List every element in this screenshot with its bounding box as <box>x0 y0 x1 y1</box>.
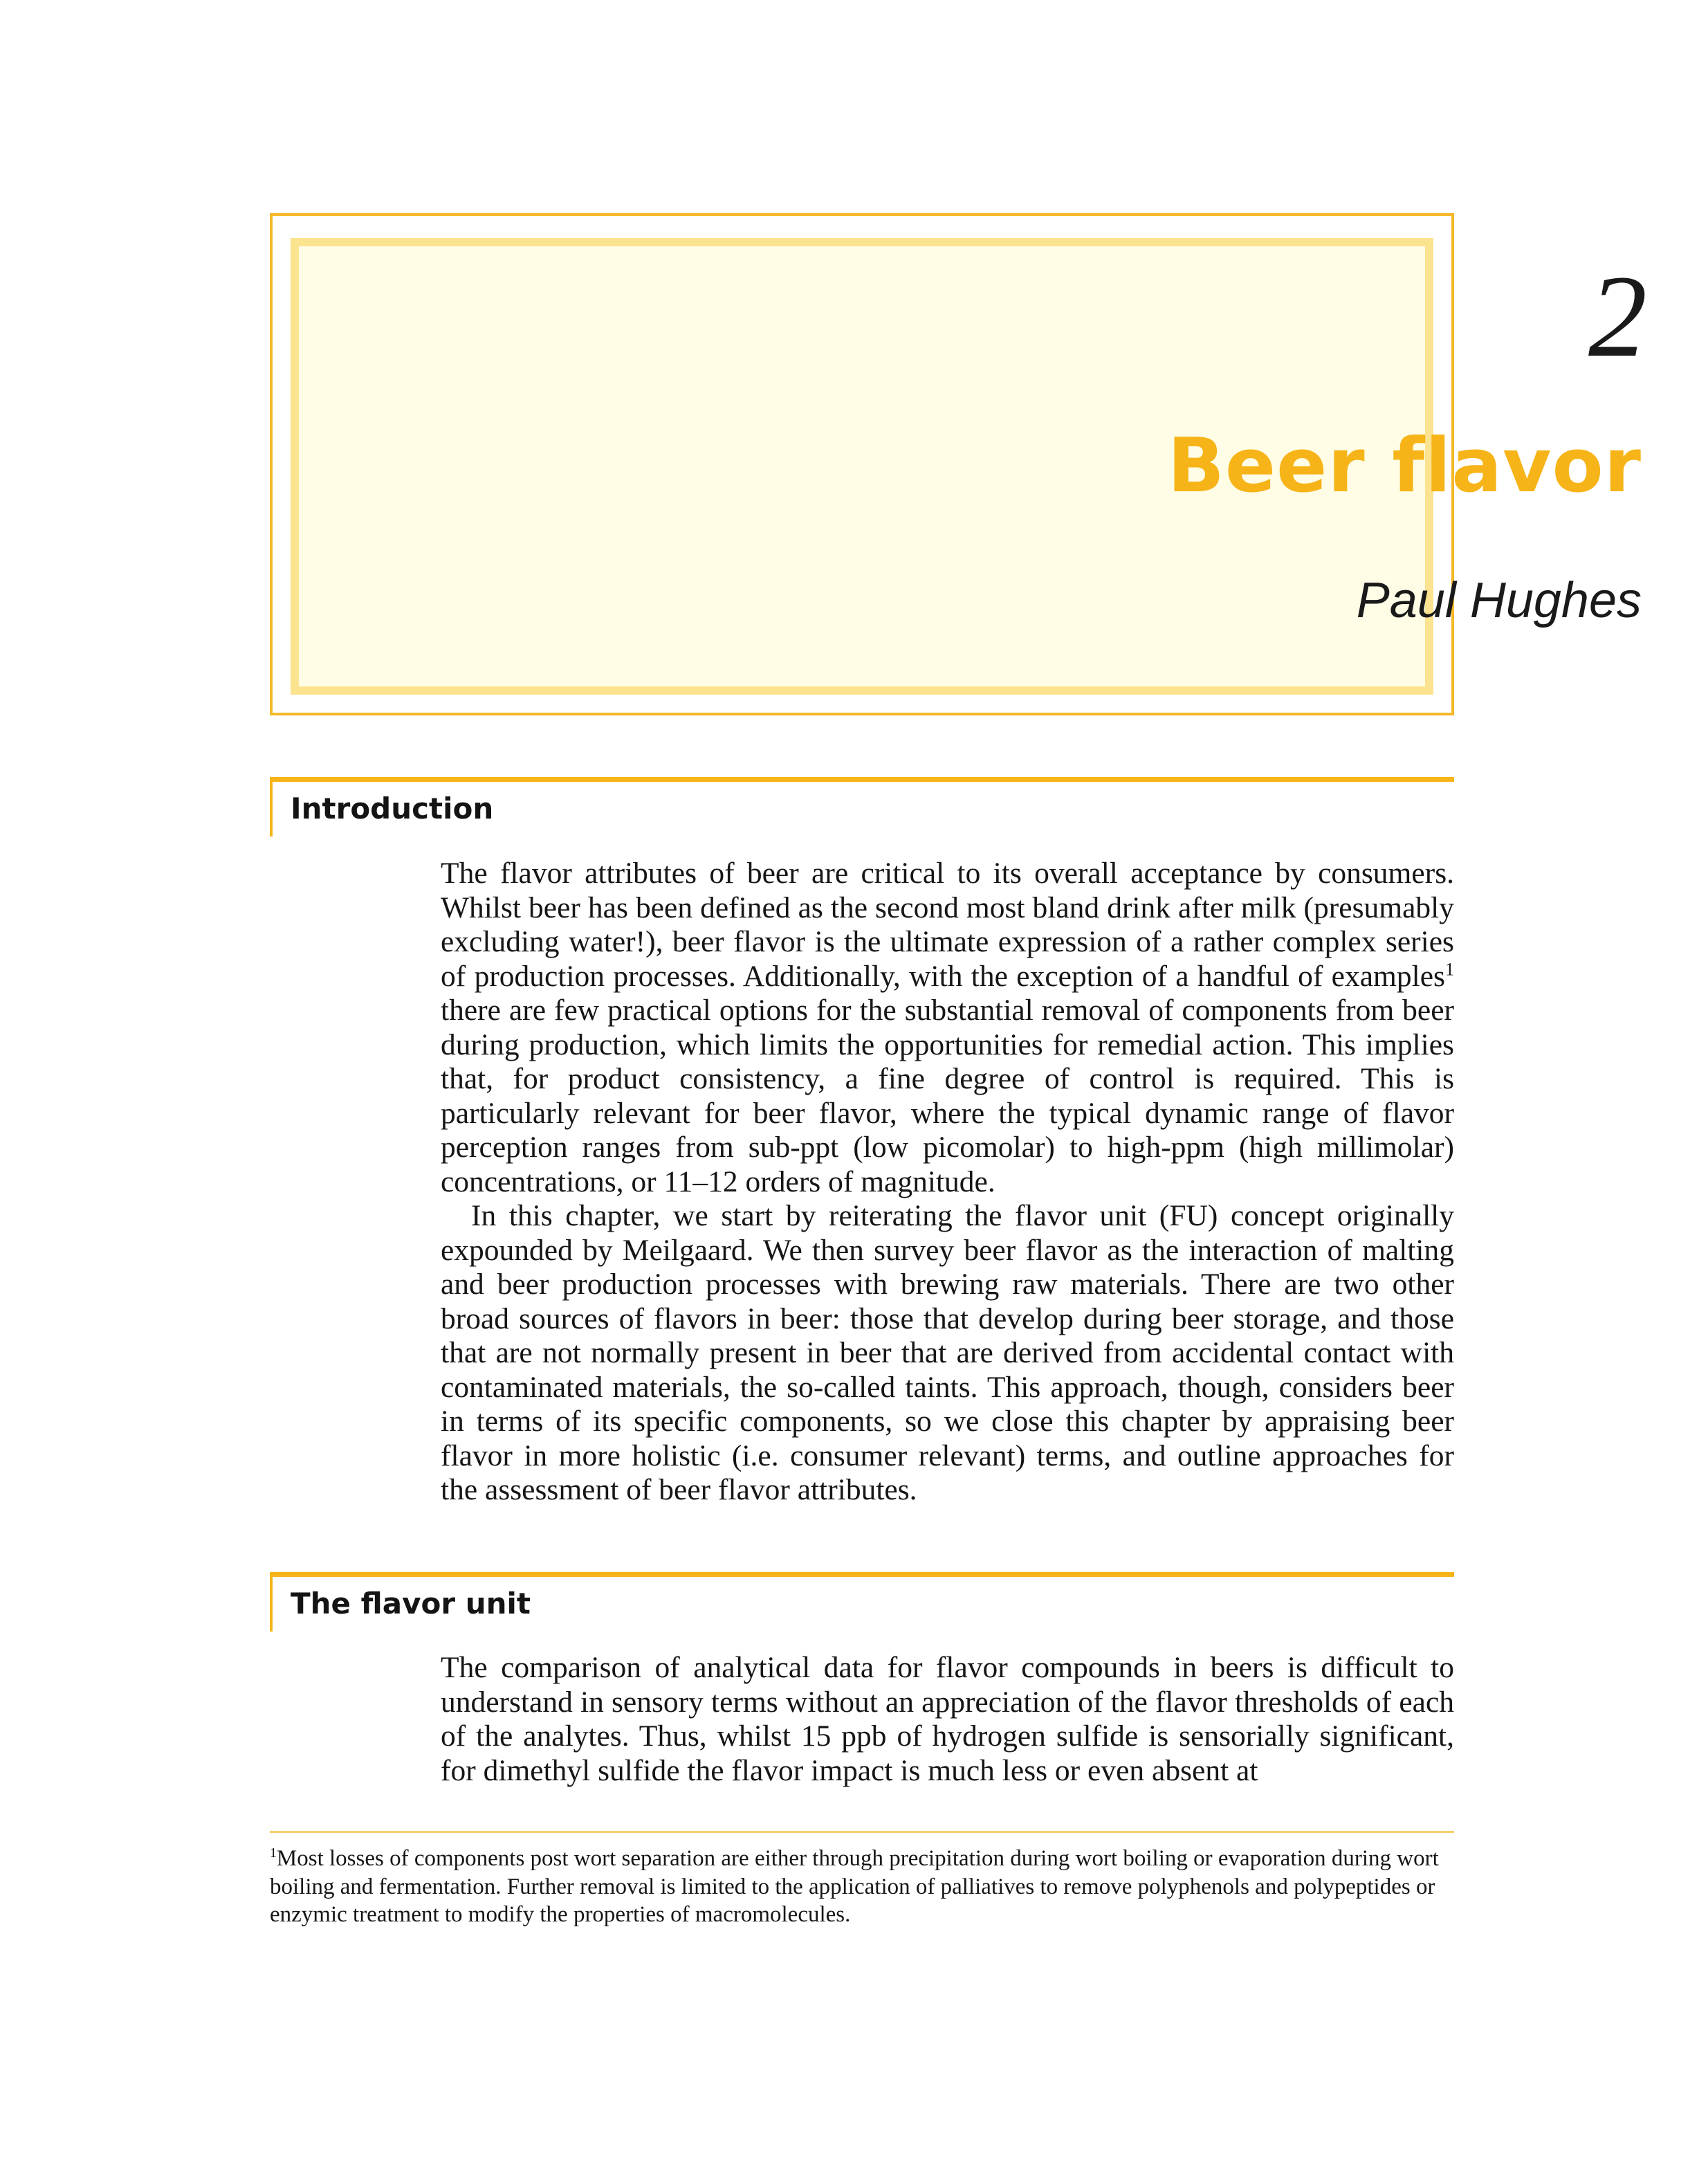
introduction-body <box>441 857 1454 1508</box>
flavor-unit-body <box>441 1651 1454 1788</box>
footnote <box>270 1845 1454 1929</box>
chapter-title: Beer flavor <box>1167 423 1642 509</box>
footnote-divider <box>270 1831 1454 1833</box>
section-heading: The flavor unit <box>291 1587 531 1620</box>
section-header-introduction <box>270 777 1454 837</box>
section-heading: Introduction <box>291 792 494 825</box>
paragraph: The comparison of analytical data for flavor compounds in beers is difficult to understand in sensory terms without an appreciation of the flavor thresholds of each of the analytes. Thus, whilst 15 ppb of hydrogen sulfide is sensorially significant, for dimethyl sulfide the flavor impact is much less or even absent at <box>441 1651 1454 1787</box>
paragraph: In this chapter, we start by reiterating the flavor unit (FU) concept originally expounded by Meilgaard. We then survey beer flavor as the interaction of malting and beer production processes with brewing raw materials. There are two other broad sources of flavors in beer: those that develop during beer storage, and those that are not normally present in beer that are derived from accidental contact with contaminated materials, the so-called taints. This approach, though, considers beer in terms of its specific components, so we close this chapter by appraising beer flavor in more holistic (i.e. consumer relevant) terms, and outline approaches for the assessment of beer flavor attributes. <box>441 1199 1454 1506</box>
section-header-flavor-unit <box>270 1572 1454 1632</box>
footnote-text: Most losses of components post wort separation are either through precipitation during wort boiling or evaporation during wort boiling and fermentation. Further removal is limited to the application of palliatives to remove polyphenols and polypeptides or enzymic treatment to modify the properties of macromolecules. <box>270 1846 1439 1927</box>
chapter-number: 2 <box>1588 251 1647 381</box>
paragraph: The flavor attributes of beer are critical to its overall acceptance by consumers. Whilst beer has been defined as the second most bland drink after milk (presumably excluding water!), beer flavor is the ultimate expression of a rather complex series of production processes. Additionally, with the exception of a handful of examples$^1$ there are few practical options for the substantial removal of components from beer during production, which limits the opportunities for remedial action. This implies that, for product consistency, a fine degree of control is required. This is particularly relevant for beer flavor, where the typical dynamic range of flavor perception ranges from sub-ppt (low picomolar) to high-ppm (high millimolar) concentrations, or 11–12 orders of magnitude. <box>441 857 1454 1198</box>
footnote-marker: 1 <box>270 1845 277 1861</box>
footnote-reference: 1 <box>1444 959 1454 979</box>
chapter-author: Paul Hughes <box>1356 573 1642 628</box>
